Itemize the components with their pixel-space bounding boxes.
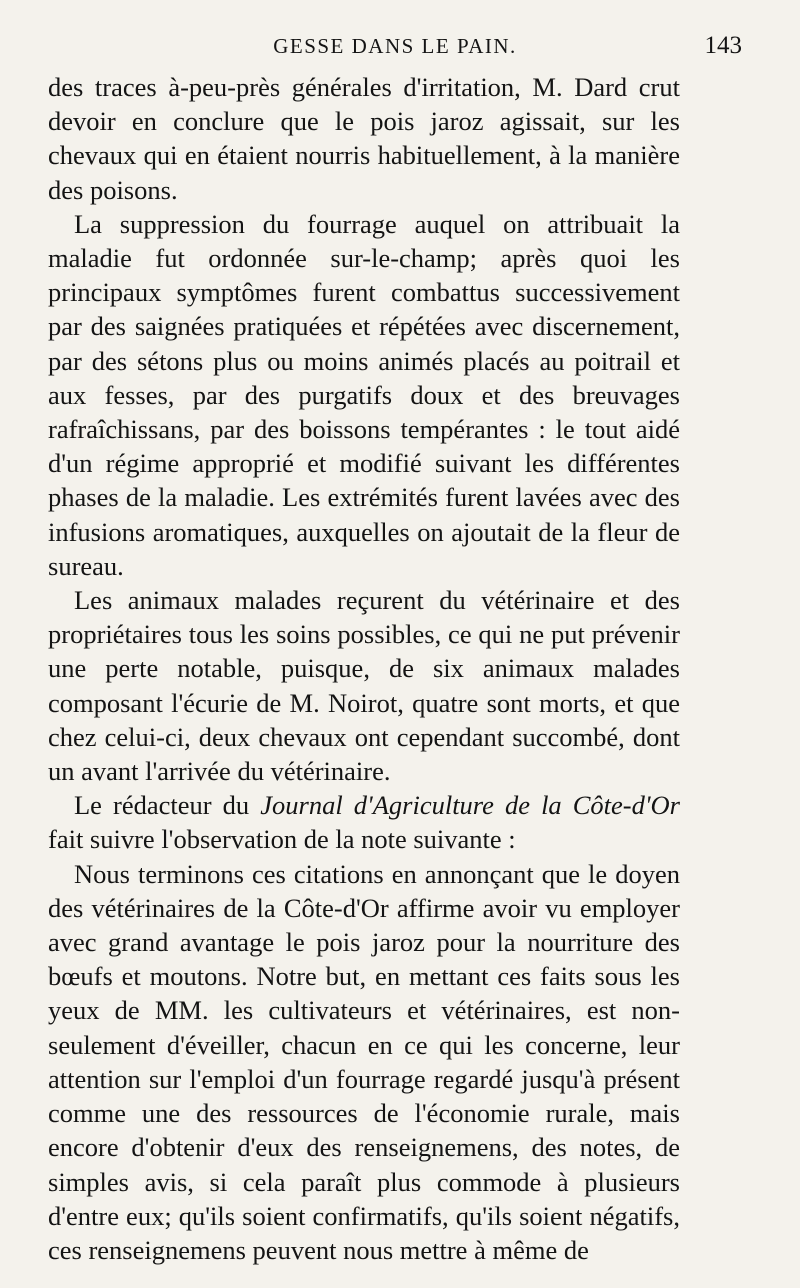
page-number: 143 xyxy=(704,32,742,59)
paragraph-3: Les animaux malades reçurent du vétérinaire et des propriétaires tous les soins possibles, ce qui ne put prévenir une perte notable, puisque, de six animaux malades composant l'écurie de M. Noirot, quatre sont morts, et que chez celui-ci, deux chevaux ont cependant succombé, dont un avant l'arrivée du vétérinaire. xyxy=(48,585,680,787)
body-text xyxy=(48,70,680,1267)
running-title: GESSE DANS LE PAIN. xyxy=(273,34,517,58)
paragraph-4-end: fait suivre l'observation de la note suivante : xyxy=(48,824,516,855)
running-head xyxy=(48,30,742,62)
paragraph-4 xyxy=(48,788,680,856)
paragraph-1: des traces à-peu-près générales d'irritation, M. Dard crut devoir en conclure que le pois jaroz agissait, sur les chevaux qui en étaient nourris habituellement, à la manière des poisons. xyxy=(48,72,680,205)
paragraph-2: La suppression du fourrage auquel on attribuait la maladie fut ordonnée sur-le-champ; après quoi les principaux symptômes furent combattus successivement par des saignées pratiquées et répétées avec discernement, par des sétons plus ou moins animés placés au poitrail et aux fesses, par des purgatifs doux et des breuvages rafraîchissans, par des boissons tempérantes : le tout aidé d'un régime approprié et modifié suivant les différentes phases de la maladie. Les extrémités furent lavées avec des infusions aromatiques, auxquelles on ajoutait de la fleur de sureau. xyxy=(48,208,680,581)
journal-title: Journal d'Agriculture de la Côte-d'Or xyxy=(260,790,680,821)
paragraph-4-start: Le rédacteur du xyxy=(74,790,261,821)
paragraph-5: Nous terminons ces citations en annonçant que le doyen des vétérinaires de la Côte-d'Or affirme avoir vu employer avec grand avantage le pois jaroz pour la nourriture des bœufs et moutons. Notre but, en mettant ces faits sous les yeux de MM. les cultivateurs et vétérinaires, est non-seulement d'éveiller, chacun en ce qui les concerne, leur attention sur l'emploi d'un fourrage regardé jusqu'à présent comme une des ressources de l'économie rurale, mais encore d'obtenir d'eux des renseignemens, des notes, de simples avis, si cela paraît plus commode à plusieurs d'entre eux; qu'ils soient confirmatifs, qu'ils soient négatifs, ces renseignemens peuvent nous mettre à même de xyxy=(48,858,680,1265)
